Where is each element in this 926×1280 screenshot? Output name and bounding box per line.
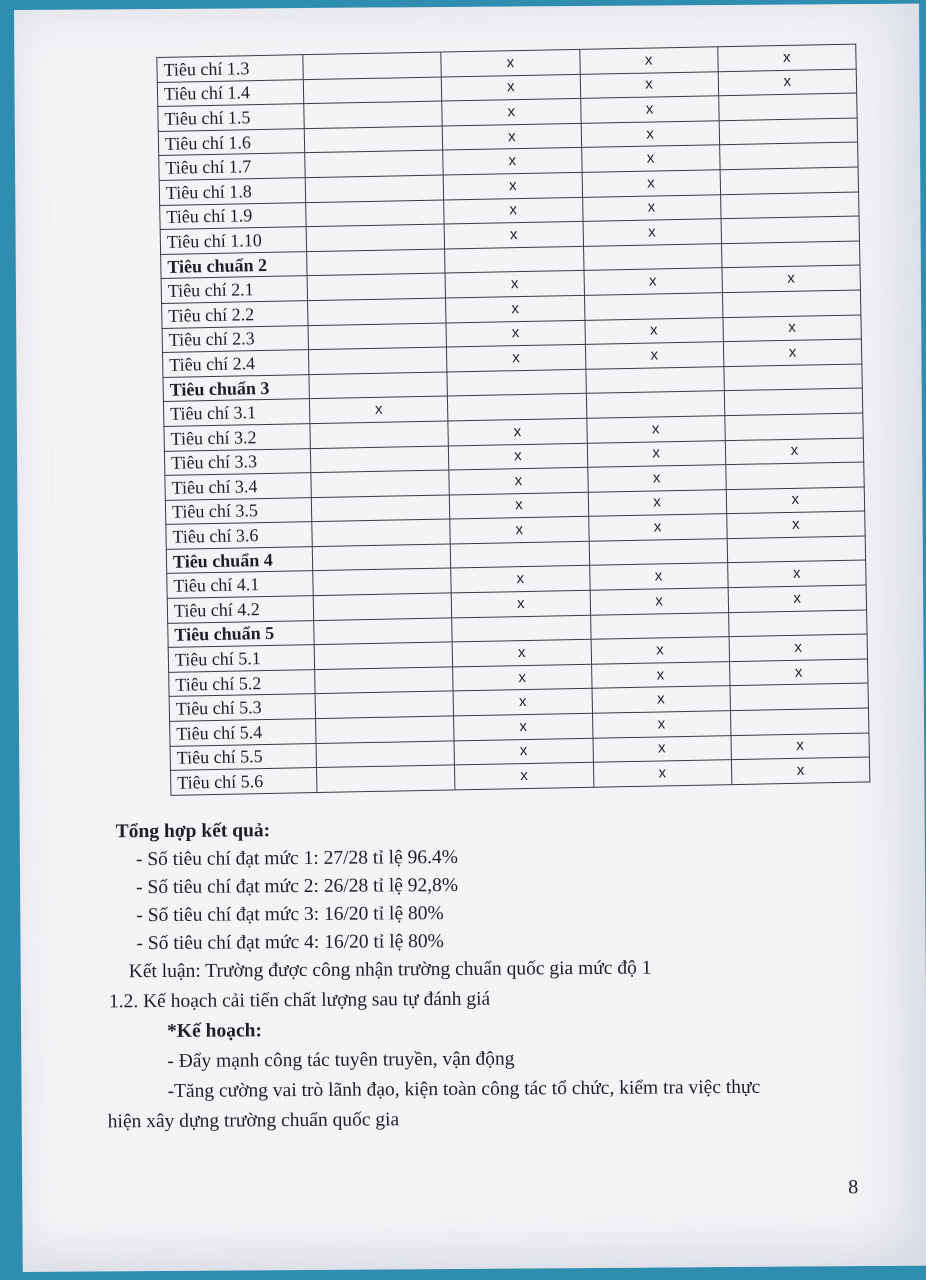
criterion-label: Tiêu chí 3.5 xyxy=(165,497,311,524)
level-2-mark: x xyxy=(449,443,588,470)
level-3-mark: x xyxy=(583,219,722,246)
level-2-mark: x xyxy=(447,344,586,371)
level-4-mark: x xyxy=(731,757,870,784)
level-2-mark: x xyxy=(452,640,591,667)
level-2-mark: x xyxy=(443,148,582,175)
criterion-label: Tiêu chí 5.2 xyxy=(169,669,315,696)
criterion-label: Tiêu chí 5.4 xyxy=(170,719,316,746)
level-3-mark: x xyxy=(582,170,721,197)
level-4-mark: x xyxy=(723,339,862,366)
level-2-mark: x xyxy=(445,271,584,298)
level-1-mark: x xyxy=(309,396,448,423)
criterion-label: Tiêu chí 4.2 xyxy=(167,596,313,623)
criterion-label: Tiêu chí 3.2 xyxy=(164,424,310,451)
plan-section-title: 1.2. Kế hoạch cải tiến chất lượng sau tự đánh giá xyxy=(108,988,491,1013)
criterion-label: Tiêu chí 2.1 xyxy=(161,276,307,303)
criterion-label: Tiêu chí 1.3 xyxy=(157,55,303,82)
criterion-label: Tiêu chí 1.5 xyxy=(158,104,304,131)
level-3-mark: x xyxy=(589,563,728,590)
level-2-mark: x xyxy=(453,689,592,716)
criterion-label: Tiêu chí 3.6 xyxy=(166,522,312,549)
level-3-mark: x xyxy=(579,47,718,74)
level-4-mark: x xyxy=(728,585,867,612)
level-3-mark: x xyxy=(592,735,731,762)
level-2-mark: x xyxy=(442,74,581,101)
level-2-mark: x xyxy=(441,49,580,76)
summary-item: - Số tiêu chí đạt mức 4: 16/20 tỉ lệ 80% xyxy=(136,931,444,955)
level-3-mark: x xyxy=(585,342,724,369)
criterion-label: Tiêu chuẩn 3 xyxy=(163,374,309,401)
level-3-mark: x xyxy=(588,514,727,541)
level-2-mark: x xyxy=(446,320,585,347)
level-3-mark: x xyxy=(591,661,730,688)
level-4-mark: x xyxy=(718,69,857,96)
level-4-mark: x xyxy=(725,438,864,465)
plan-heading: *Kế hoạch: xyxy=(167,1020,263,1042)
conclusion: Kết luận: Trường được công nhận trường chuẩn quốc gia mức độ 1 xyxy=(128,957,652,983)
level-2-mark: x xyxy=(449,467,588,494)
level-2-mark: x xyxy=(443,172,582,199)
level-3-mark: x xyxy=(581,121,720,148)
criterion-label: Tiêu chí 5.5 xyxy=(170,743,316,770)
criterion-label: Tiêu chí 1.9 xyxy=(160,202,306,229)
level-2-mark: x xyxy=(444,222,583,249)
criterion-label: Tiêu chí 4.1 xyxy=(167,571,313,598)
level-2-mark: x xyxy=(454,738,593,765)
level-2-mark: x xyxy=(455,762,594,789)
document-page xyxy=(14,4,926,1272)
criterion-label: Tiêu chí 1.7 xyxy=(159,153,305,180)
level-3-mark: x xyxy=(584,268,723,295)
level-2-mark: x xyxy=(454,713,593,740)
level-4-mark: x xyxy=(729,659,868,686)
level-3-mark: x xyxy=(580,71,719,98)
level-3-mark: x xyxy=(584,317,723,344)
level-3-mark: x xyxy=(592,711,731,738)
level-2-mark: x xyxy=(451,590,590,617)
level-2-mark: x xyxy=(448,418,587,445)
level-4-mark: x xyxy=(722,265,861,292)
criterion-label: Tiêu chí 2.2 xyxy=(162,301,308,328)
criterion-label: Tiêu chí 1.10 xyxy=(160,227,306,254)
level-3-mark: x xyxy=(586,416,725,443)
page-number: 8 xyxy=(848,1176,859,1199)
plan-item: - Đẩy mạnh công tác tuyên truyền, vận động xyxy=(167,1048,515,1072)
summary-item: - Số tiêu chí đạt mức 3: 16/20 tỉ lệ 80% xyxy=(136,903,444,927)
criterion-label: Tiêu chí 3.4 xyxy=(165,473,311,500)
criterion-label: Tiêu chí 5.3 xyxy=(169,694,315,721)
level-3-mark: x xyxy=(587,465,726,492)
criterion-label: Tiêu chuẩn 4 xyxy=(166,546,312,573)
summary-item: - Số tiêu chí đạt mức 2: 26/28 tỉ lệ 92,8% xyxy=(136,874,459,899)
level-3-mark: x xyxy=(581,145,720,172)
level-2-mark: x xyxy=(451,566,590,593)
plan-item: -Tăng cường vai trò lãnh đạo, kiện toàn công tác tổ chức, kiểm tra việc thực xyxy=(167,1076,761,1102)
level-4-mark: x xyxy=(727,560,866,587)
criterion-label: Tiêu chuẩn 5 xyxy=(168,620,314,647)
level-3-mark: x xyxy=(580,96,719,123)
level-4-mark: x xyxy=(729,634,868,661)
criterion-label: Tiêu chí 5.1 xyxy=(168,645,314,672)
criterion-label: Tiêu chí 1.4 xyxy=(157,79,303,106)
level-2-mark: x xyxy=(453,664,592,691)
level-3-mark: x xyxy=(582,194,721,221)
level-3-mark: x xyxy=(591,637,730,664)
level-4-mark: x xyxy=(726,487,865,514)
level-4-mark: x xyxy=(717,44,856,71)
criterion-label: Tiêu chí 3.1 xyxy=(163,399,309,426)
level-4-mark: x xyxy=(731,733,870,760)
level-2-mark: x xyxy=(442,99,581,126)
level-4-mark: x xyxy=(723,315,862,342)
criterion-label: Tiêu chí 1.6 xyxy=(158,128,304,155)
level-3-mark: x xyxy=(588,489,727,516)
level-3-mark: x xyxy=(592,686,731,713)
level-2-mark: x xyxy=(444,197,583,224)
criterion-label: Tiêu chí 3.3 xyxy=(164,448,310,475)
level-3-mark: x xyxy=(587,440,726,467)
level-2-mark: x xyxy=(450,517,589,544)
criterion-label: Tiêu chí 5.6 xyxy=(171,768,317,795)
summary-heading: Tổng hợp kết quả: xyxy=(115,820,271,843)
level-2-mark: x xyxy=(446,295,585,322)
text-block xyxy=(14,4,926,1272)
level-2-mark: x xyxy=(450,492,589,519)
level-3-mark: x xyxy=(593,760,732,787)
criterion-label: Tiêu chuẩn 2 xyxy=(161,251,307,278)
summary-item: - Số tiêu chí đạt mức 1: 27/28 tỉ lệ 96.4% xyxy=(135,846,458,871)
criterion-label: Tiêu chí 2.4 xyxy=(163,350,309,377)
level-4-mark: x xyxy=(726,511,865,538)
level-2-mark: x xyxy=(442,123,581,150)
criterion-label: Tiêu chí 1.8 xyxy=(159,178,305,205)
criterion-label: Tiêu chí 2.3 xyxy=(162,325,308,352)
plan-item-continuation: hiện xây dựng trường chuẩn quốc gia xyxy=(107,1109,400,1133)
level-3-mark: x xyxy=(590,588,729,615)
